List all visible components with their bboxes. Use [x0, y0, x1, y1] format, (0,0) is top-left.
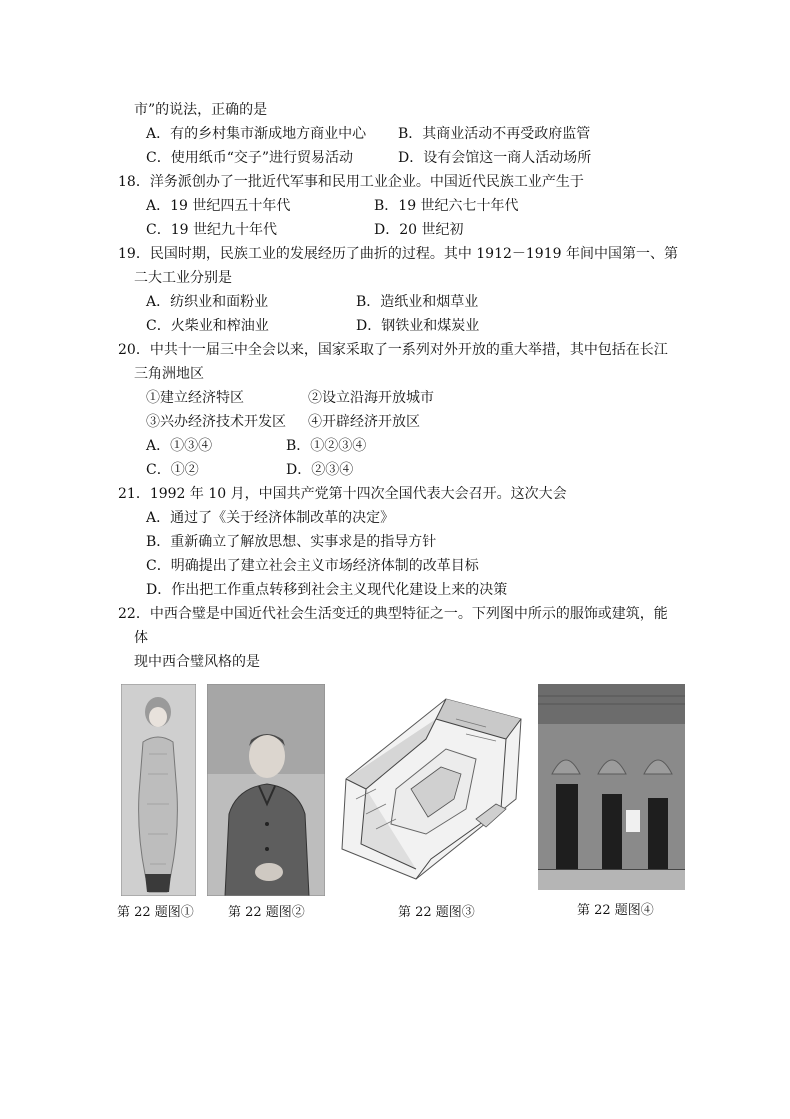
q22-caption-4: 第 22 题图④	[577, 903, 654, 918]
q19-stem-line1: 19．民国时期，民族工业的发展经历了曲折的过程。其中 1912－1919 年间中国第一、第	[118, 246, 678, 262]
q22-stem-line1: 22．中西合璧是中国近代社会生活变迁的典型特征之一。下列图中所示的服饰或建筑，能	[118, 606, 668, 622]
q21-stem: 21．1992 年 10 月，中国共产党第十四次全国代表大会召开。这次大会	[118, 486, 567, 502]
q22-caption-1: 第 22 题图①	[117, 905, 194, 920]
q19-option-b: B．造纸业和烟草业	[356, 294, 479, 310]
q20-stem-line2: 三角洲地区	[134, 366, 204, 382]
q20-item-3: ③兴办经济技术开发区	[146, 414, 286, 430]
q22-caption-2: 第 22 题图②	[228, 905, 305, 920]
q17-option-a: A．有的乡村集市渐成地方商业中心	[146, 126, 367, 142]
q20-option-d: D．②③④	[286, 462, 354, 478]
q17-option-c: C．使用纸币“交子”进行贸易活动	[146, 150, 354, 166]
q22-figure-4-building-photo	[538, 684, 685, 890]
q22-figure-3-courtyard-drawing	[336, 679, 526, 891]
q20-option-b: B．①②③④	[286, 438, 367, 454]
q19-option-a: A．纺织业和面粉业	[146, 294, 269, 310]
q21-option-d: D．作出把工作重点转移到社会主义现代化建设上来的决策	[146, 582, 508, 598]
q20-item-2: ②设立沿海开放城市	[308, 390, 434, 406]
q18-stem: 18．洋务派创办了一批近代军事和民用工业企业。中国近代民族工业产生于	[118, 174, 584, 190]
q17-stem-tail: 市”的说法，正确的是	[134, 102, 268, 118]
q21-option-a: A．通过了《关于经济体制改革的决定》	[146, 510, 395, 526]
q19-option-c: C．火柴业和榨油业	[146, 318, 269, 334]
q22-figure-1-qipao-photo	[121, 684, 196, 896]
q22-stem-line2: 体	[134, 630, 148, 646]
q19-option-d: D．钢铁业和煤炭业	[356, 318, 480, 334]
q21-option-b: B．重新确立了解放思想、实事求是的指导方针	[146, 534, 437, 550]
q17-option-d: D．设有会馆这一商人活动场所	[398, 150, 592, 166]
q22-stem-line3: 现中西合璧风格的是	[134, 654, 260, 670]
q20-option-a: A．①③④	[146, 438, 213, 454]
q20-item-4: ④开辟经济开放区	[308, 414, 420, 430]
q19-stem-line2: 二大工业分别是	[134, 270, 232, 286]
q18-option-c: C．19 世纪九十年代	[146, 222, 277, 238]
q20-stem-line1: 20．中共十一届三中全会以来，国家采取了一系列对外开放的重大举措，其中包括在长江	[118, 342, 668, 358]
q22-figure-2-man-photo	[207, 684, 325, 896]
q20-item-1: ①建立经济特区	[146, 390, 244, 406]
q18-option-d: D．20 世纪初	[374, 222, 464, 238]
q17-option-b: B．其商业活动不再受政府监管	[398, 126, 591, 142]
q18-option-a: A．19 世纪四五十年代	[146, 198, 291, 214]
q21-option-c: C．明确提出了建立社会主义市场经济体制的改革目标	[146, 558, 479, 574]
q18-option-b: B．19 世纪六七十年代	[374, 198, 519, 214]
q22-caption-3: 第 22 题图③	[398, 905, 475, 920]
q20-option-c: C．①②	[146, 462, 199, 478]
